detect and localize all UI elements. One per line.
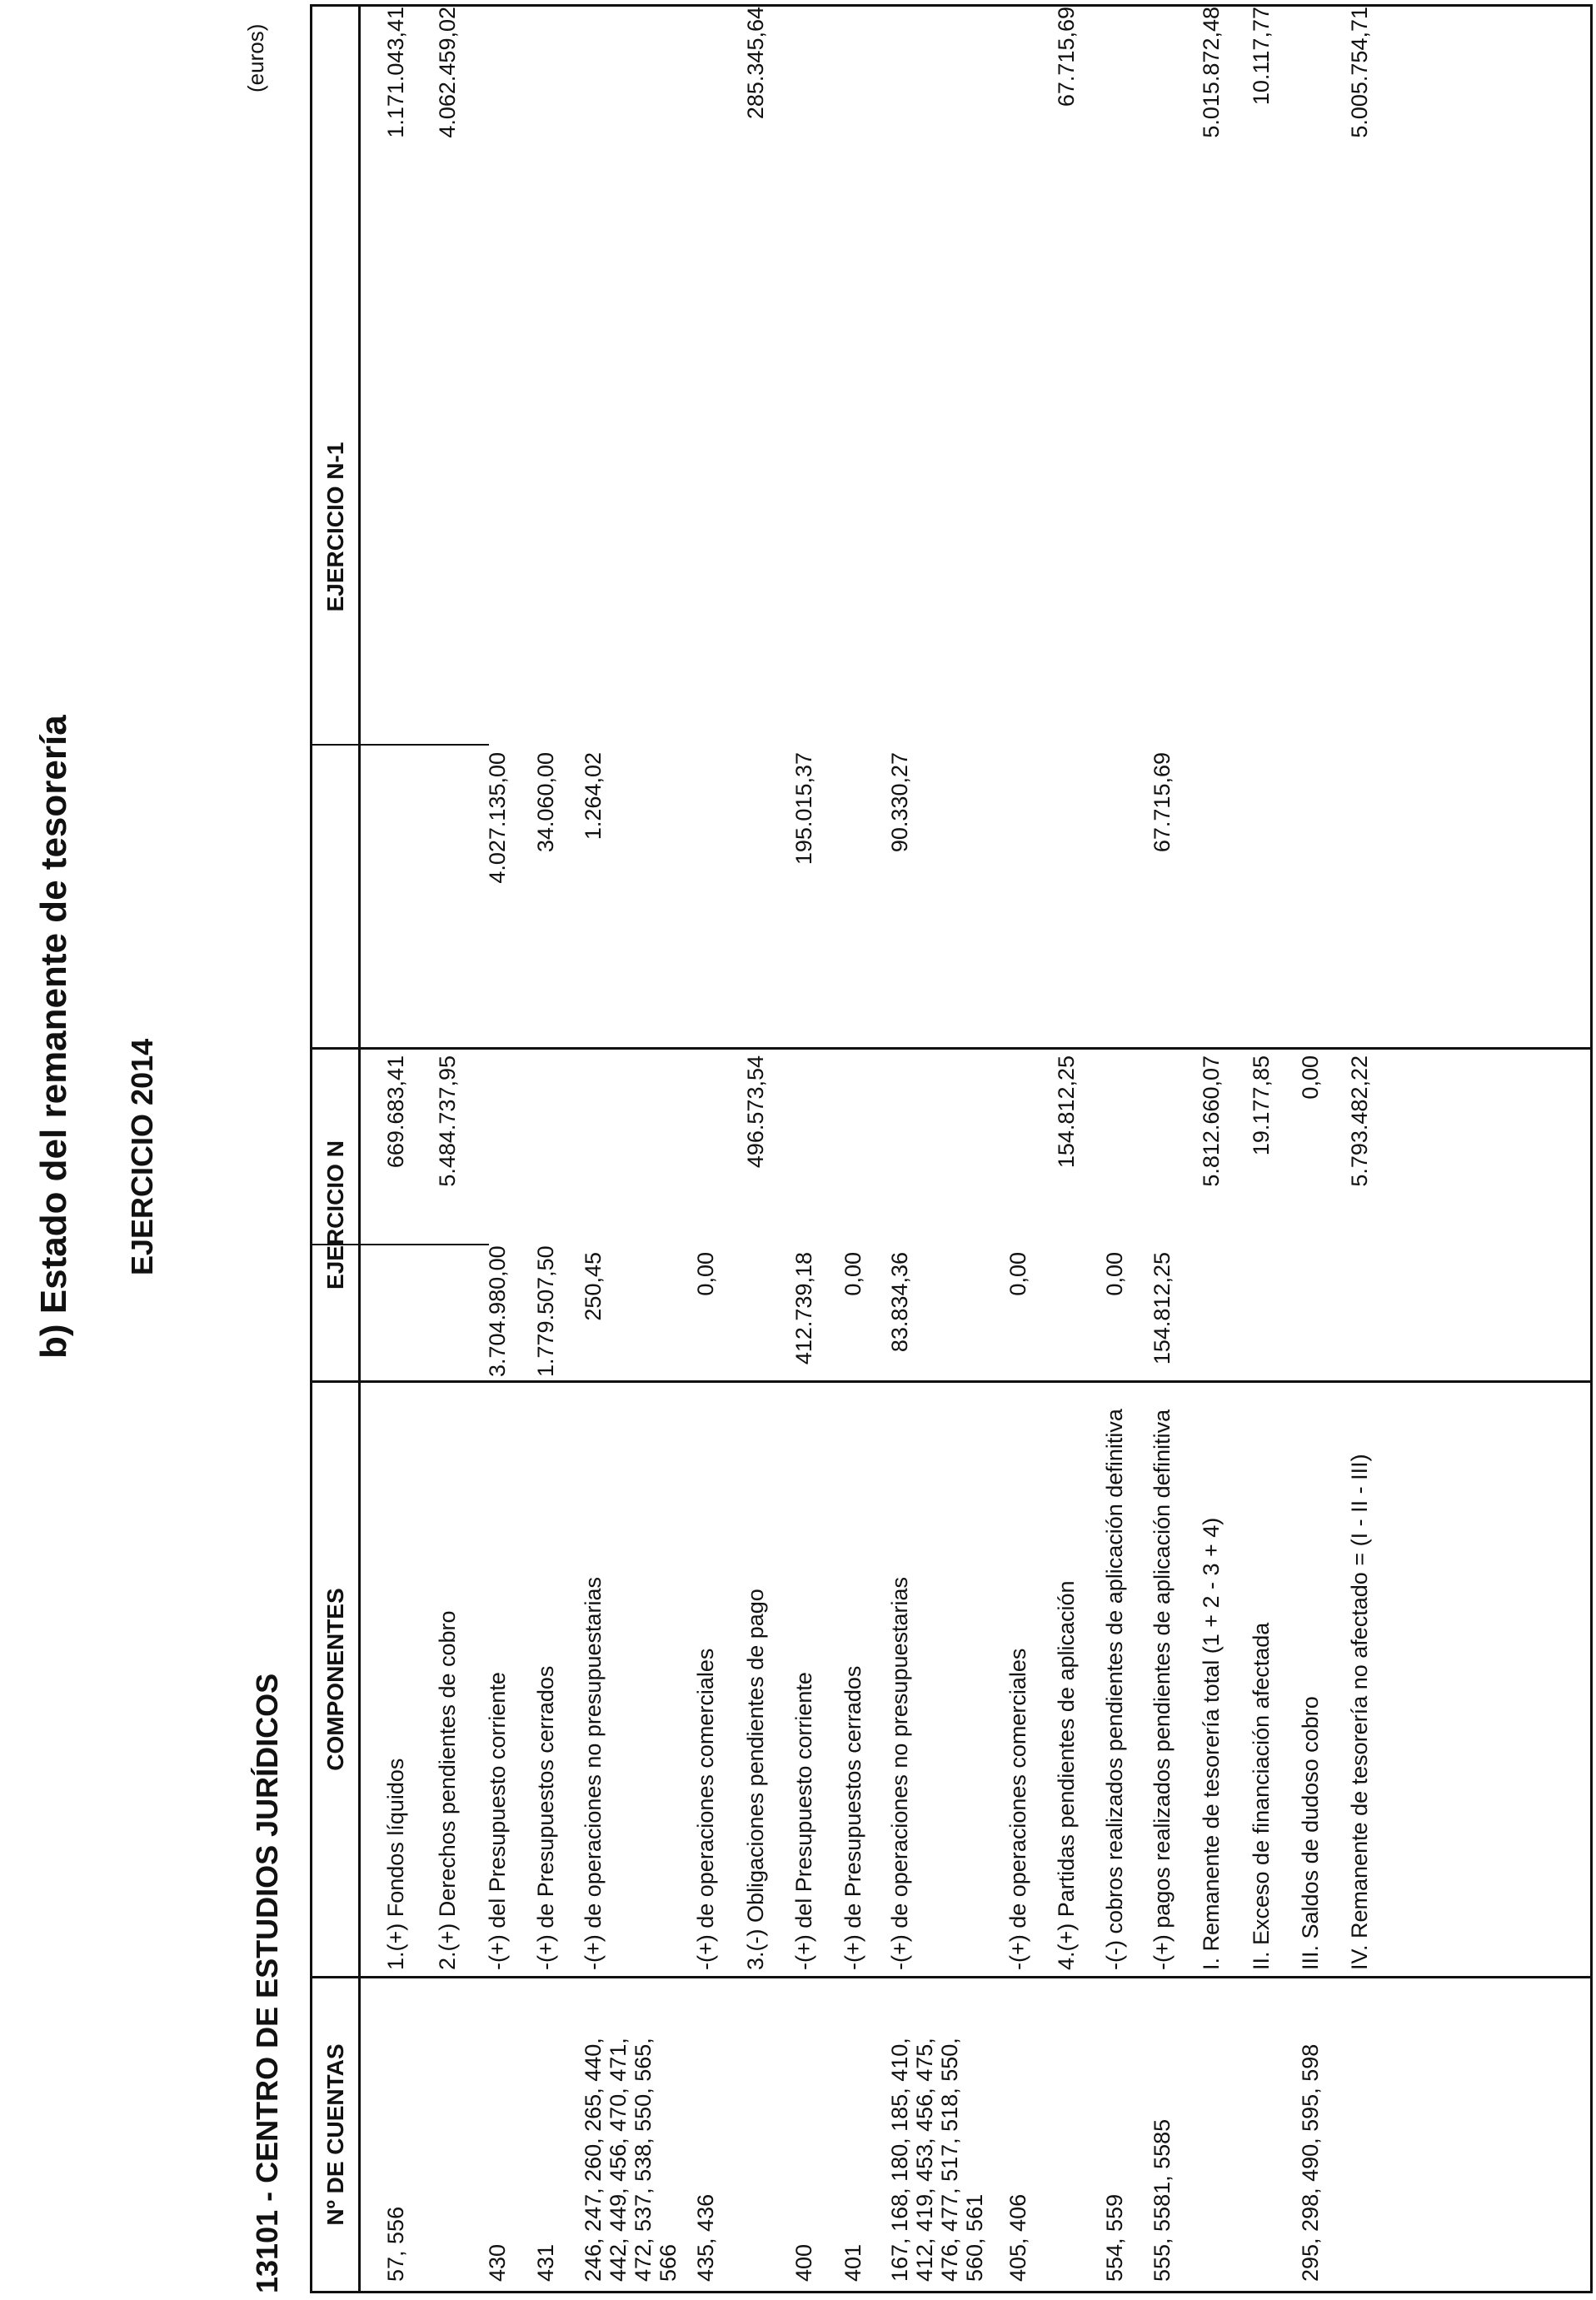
component-label: -(+) de operaciones comerciales [1005, 1648, 1030, 1970]
year-n-total-amount: 19.177,85 [1249, 1055, 1274, 1156]
year-n1-detail-amount: 1.264,02 [581, 752, 606, 841]
exercise-title: EJERCICIO 2014 [125, 1038, 159, 1275]
component-label: 3.(-) Obligaciones pendientes de pago [743, 1589, 768, 1970]
units-label: (euros) [243, 23, 268, 92]
component-label: -(+) pagos realizados pendientes de aplicación definitiva [1150, 1409, 1175, 1970]
account-code-line: 472, 537, 538, 550, 565, [631, 2038, 656, 2282]
column-divider-components [310, 1380, 1593, 1383]
column-divider-year-n [310, 1047, 1593, 1050]
year-n-detail-amount: 412.739,18 [791, 1252, 816, 1365]
table-border-right [310, 4, 1593, 7]
year-n1-detail-amount: 4.027.135,00 [485, 752, 510, 884]
header-accounts: Nº DE CUENTAS [322, 2043, 348, 2226]
year-n1-total-amount: 10.117,77 [1249, 7, 1274, 106]
account-code-line: 412, 419, 453, 456, 475, [912, 2038, 937, 2282]
component-label: 2.(+) Derechos pendientes de cobro [435, 1610, 460, 1970]
entity-title: 13101 - CENTRO DE ESTUDIOS JURÍDICOS [250, 1673, 284, 2293]
table-border-top [310, 4, 312, 2293]
header-components: COMPONENTES [322, 1588, 348, 1771]
account-code-line: 442, 449, 456, 470, 471, [606, 2038, 631, 2282]
component-label: -(+) de Presupuestos cerrados [840, 1665, 865, 1970]
year-n1-detail-amount: 90.330,27 [887, 752, 912, 853]
account-codes [840, 1985, 865, 2282]
account-code-line: 167, 168, 180, 185, 410, [887, 2038, 912, 2282]
component-label: IV. Remanente de tesorería no afectado = (I - II - III) [1347, 1454, 1372, 1970]
account-code-line: 566 [656, 2243, 681, 2282]
account-code-line: 405, 406 [1005, 2193, 1030, 2282]
account-codes [1102, 1985, 1127, 2282]
account-code-line: 430 [485, 2243, 510, 2282]
year-n-detail-amount: 250,45 [581, 1252, 606, 1321]
year-n-inner-divider [310, 1244, 489, 1245]
year-n-detail-amount: 154.812,25 [1150, 1252, 1175, 1365]
component-label: -(-) cobros realizados pendientes de aplicación definitiva [1102, 1409, 1127, 1970]
year-n-detail-amount: 1.779.507,50 [533, 1245, 558, 1377]
year-n-total-amount: 154.812,25 [1054, 1055, 1079, 1169]
account-code-line: 554, 559 [1102, 2193, 1127, 2282]
component-label: III. Saldos de dudoso cobro [1298, 1696, 1323, 1970]
year-n1-total-amount: 1.171.043,41 [383, 7, 408, 138]
component-label: -(+) de Presupuestos cerrados [533, 1665, 558, 1970]
account-code-line: 246, 247, 260, 265, 440, [581, 2038, 606, 2282]
year-n-detail-amount: 83.834,36 [887, 1252, 912, 1353]
account-code-line: 476, 477, 517, 518, 550, [937, 2038, 962, 2282]
year-n-total-amount: 0,00 [1298, 1055, 1323, 1100]
header-separator [358, 4, 361, 2293]
header-year-n: EJERCICIO N [322, 1140, 348, 1290]
column-divider-accounts [310, 1976, 1593, 1978]
component-label: -(+) de operaciones no presupuestarias [581, 1576, 606, 1970]
year-n1-detail-amount: 195.015,37 [791, 752, 816, 866]
year-n1-total-amount: 5.015.872,48 [1199, 7, 1224, 138]
table-border-left [310, 2291, 1593, 2293]
account-code-line: 57, 556 [383, 2206, 408, 2282]
account-codes [791, 1985, 816, 2282]
account-codes [581, 1985, 681, 2282]
component-label: I. Remanente de tesorería total (1 + 2 - 3 + 4) [1199, 1517, 1224, 1970]
account-code-line: 435, 436 [693, 2193, 718, 2282]
year-n-detail-amount: 3.704.980,00 [485, 1245, 510, 1377]
account-codes [383, 1985, 408, 2282]
account-code-line: 400 [791, 2243, 816, 2282]
year-n-total-amount: 5.484.737,95 [435, 1055, 460, 1187]
account-codes [485, 1985, 510, 2282]
year-n1-detail-amount: 67.715,69 [1150, 752, 1175, 853]
account-code-line: 560, 561 [962, 2193, 987, 2282]
account-codes [1298, 1985, 1323, 2282]
year-n-detail-amount: 0,00 [1005, 1252, 1030, 1296]
account-codes [1005, 1985, 1030, 2282]
report-title: b) Estado del remanente de tesorería [33, 715, 74, 1359]
year-n-total-amount: 496.573,54 [743, 1055, 768, 1169]
year-n1-total-amount: 5.005.754,71 [1347, 7, 1372, 138]
account-code-line: 401 [840, 2243, 865, 2282]
year-n-detail-amount: 0,00 [693, 1252, 718, 1296]
treasury-table [310, 4, 1593, 2293]
component-label: -(+) del Presupuesto corriente [485, 1672, 510, 1970]
component-label: 4.(+) Partidas pendientes de aplicación [1054, 1580, 1079, 1970]
year-n1-detail-amount: 34.060,00 [533, 752, 558, 853]
year-n1-total-amount: 4.062.459,02 [435, 7, 460, 138]
year-n1-inner-divider [310, 744, 489, 746]
account-codes [887, 1985, 987, 2282]
year-n1-total-amount: 67.715,69 [1054, 7, 1079, 107]
account-codes [1150, 1985, 1175, 2282]
year-n-detail-amount: 0,00 [840, 1252, 865, 1296]
component-label: -(+) de operaciones comerciales [693, 1648, 718, 1970]
component-label: -(+) del Presupuesto corriente [791, 1672, 816, 1970]
account-code-line: 555, 5581, 5585 [1150, 2118, 1175, 2282]
year-n-total-amount: 5.812.660,07 [1199, 1055, 1224, 1187]
account-codes [693, 1985, 718, 2282]
table-border-bottom [1590, 4, 1593, 2293]
component-label: 1.(+) Fondos líquidos [383, 1758, 408, 1970]
component-label: II. Exceso de financiación afectada [1249, 1622, 1274, 1970]
account-code-line: 295, 298, 490, 595, 598 [1298, 2043, 1323, 2282]
year-n-detail-amount: 0,00 [1102, 1252, 1127, 1296]
year-n1-total-amount: 285.345,64 [743, 7, 768, 120]
header-year-n1: EJERCICIO N-1 [322, 442, 348, 612]
year-n-total-amount: 669.683,41 [383, 1055, 408, 1169]
component-label: -(+) de operaciones no presupuestarias [887, 1576, 912, 1970]
account-codes [533, 1985, 558, 2282]
year-n-total-amount: 5.793.482,22 [1347, 1055, 1372, 1187]
account-code-line: 431 [533, 2243, 558, 2282]
